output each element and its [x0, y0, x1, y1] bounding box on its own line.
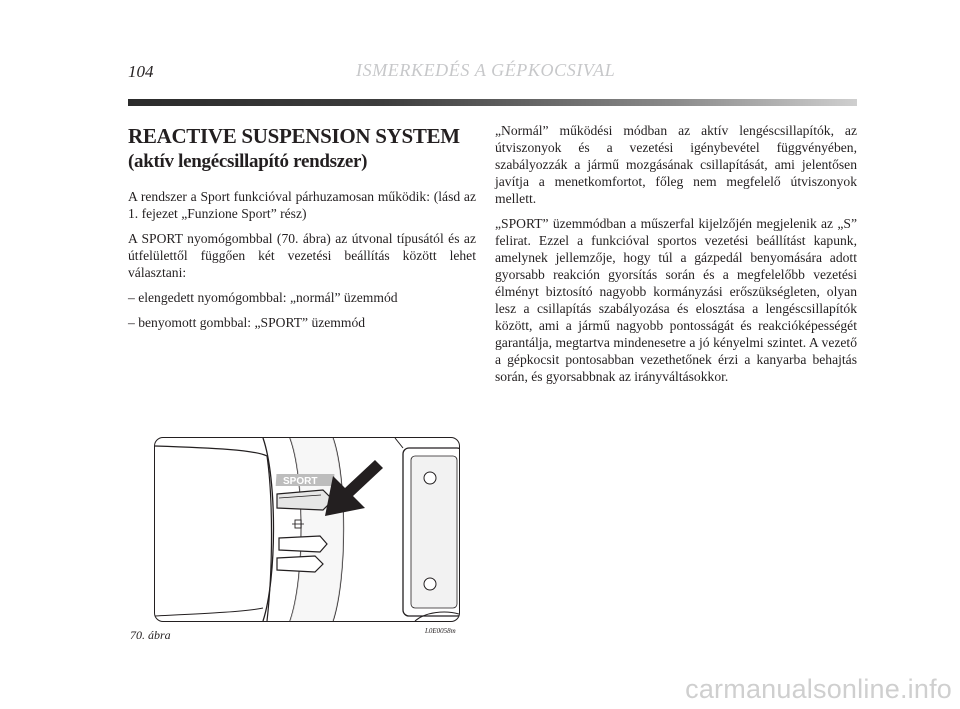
left-column — [128, 124, 476, 339]
running-head: ISMERKEDÉS A GÉPKOCSIVAL — [356, 60, 616, 80]
left-paragraph: A rendszer a Sport funkcióval párhuzamosan működik: (lásd az 1. fejezet „Funzione Sport” rész) — [128, 189, 476, 221]
left-paragraph: – benyomott gombbal: „SPORT” üzemmód — [128, 315, 366, 330]
left-paragraph: – elengedett nyomógombbal: „normál” üzemmód — [128, 290, 398, 305]
page-number: 104 — [128, 62, 154, 81]
figure-illustration — [154, 437, 460, 622]
figure-code: L0E0058m — [425, 627, 456, 635]
section-title: REACTIVE SUSPENSION SYSTEM — [128, 124, 460, 148]
right-paragraph: „Normál” működési módban az aktív lengéscsillapítók, az útviszonyok és a vezetési igénybevétel függvényében, szabályozzák a jármű mozgásának csillapítását, ami jelentősen javítja a menetkomfortot, főleg nem megfelelő útviszonyok mellett. — [495, 123, 857, 206]
right-paragraph: „SPORT” üzemmódban a műszerfal kijelzőjén megjelenik az „S” felirat. Ezzel a funkcióval sportos vezetési beállítást kapunk, amelynek jellemzője, hogy túl a gázpedál benyomására adott gyorsabb reakción gyorsítás során és a megfelelőbb vezetési élményt biztosító nagyobb kormányzási erőszükségleten, olyan lesz a csillapítás szabályozása és elosztása a lengéscsillapítók között, ami a jármű nagyobb pontosságát és reakcióképességét garantálja, megtartva mindenesetre a jó kényelmi szintet. A vezető a gépkocsit pontosabban vezethetőnek érzi a kanyarba behajtás során, és gyorsabbnak az irányváltásokkor. — [495, 216, 857, 384]
right-column — [495, 122, 857, 393]
section-subtitle: (aktív lengécsillapító rendszer) — [128, 151, 368, 172]
sport-label: SPORT — [283, 476, 318, 487]
sport-button-illustration — [155, 438, 459, 621]
screw-icon — [424, 472, 436, 484]
screw-icon — [424, 578, 436, 590]
left-paragraph: A SPORT nyomógombbal (70. ábra) az útvonal típusától és az útfelülettől függően két vezetési beállítás között lehet választani: — [128, 231, 476, 280]
watermark: carmanualsonline.info — [685, 674, 952, 704]
figure-caption: 70. ábra — [130, 628, 171, 642]
header-rule — [128, 99, 857, 106]
